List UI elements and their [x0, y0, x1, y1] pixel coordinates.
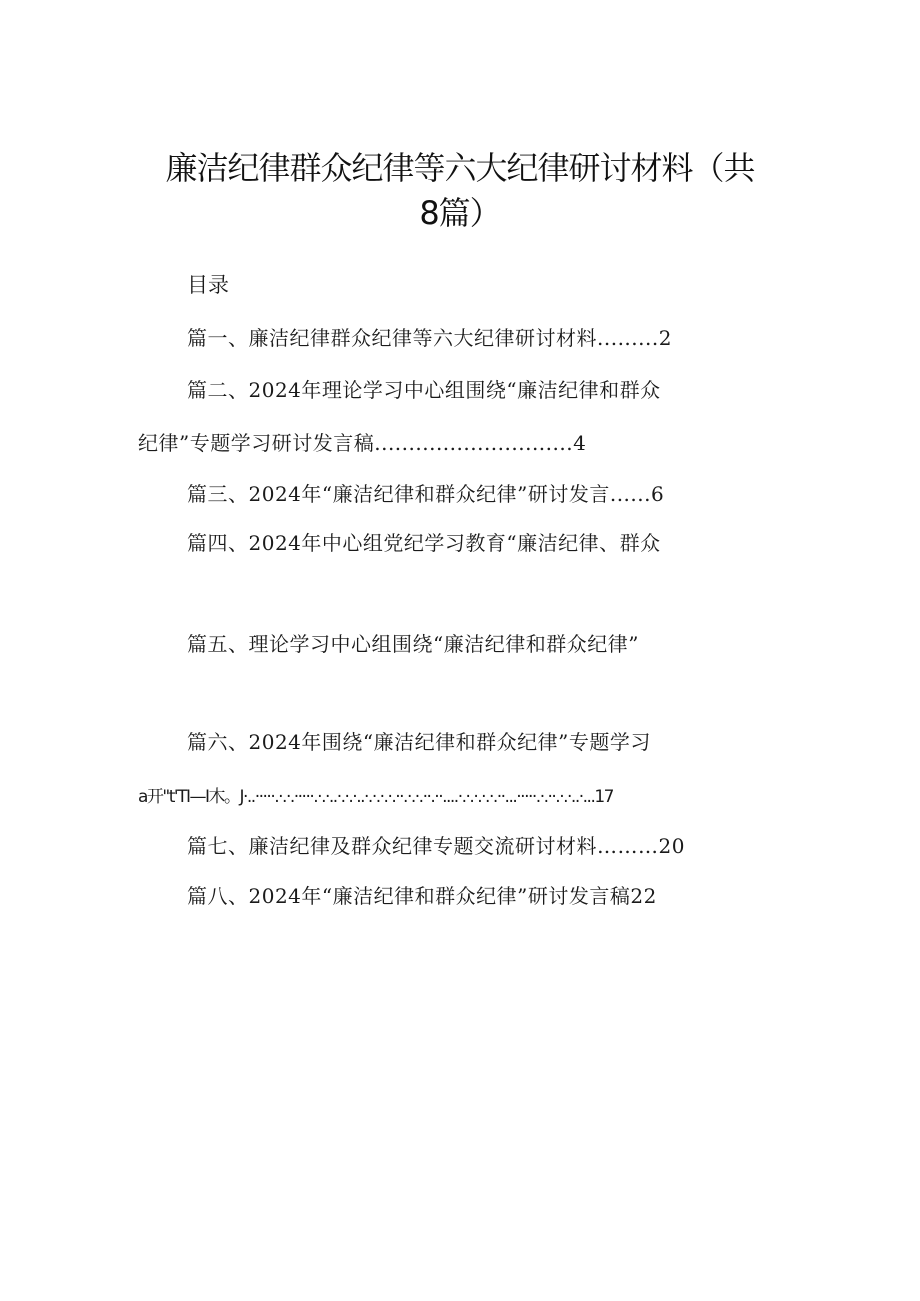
toc-entry-6[interactable]: 篇六、2024年围绕“廉洁纪律和群众纪律”专题学习	[187, 730, 651, 754]
toc-entry-4[interactable]: 篇四、2024年中心组党纪学习教育“廉洁纪律、群众	[187, 531, 661, 555]
toc-entry-8[interactable]: 篇八、2024年“廉洁纪律和群众纪律”研讨发言稿22	[187, 884, 657, 908]
toc-entry-6-continued[interactable]: a开"t'TI—I木。J·..·····.·.·.·····.·.·..·.·.·..·.·.·.·.··.·.·.··.··....·.·.·.·.·.··...·····.·.··.·.·..·...17	[138, 787, 613, 807]
document-title-line-1: 廉洁纪律群众纪律等六大纪律研讨材料（共	[165, 149, 755, 187]
document-title-line-2: 8篇）	[419, 194, 501, 232]
toc-entry-1[interactable]: 篇一、廉洁纪律群众纪律等六大纪律研讨材料.........2	[187, 326, 672, 350]
toc-entry-2[interactable]: 篇二、2024年理论学习中心组围绕“廉洁纪律和群众	[187, 378, 661, 402]
toc-entry-2-continued[interactable]: 纪律”专题学习研讨发言稿.............................4	[138, 431, 587, 455]
toc-entry-3[interactable]: 篇三、2024年“廉洁纪律和群众纪律”研讨发言......6	[187, 482, 665, 506]
toc-entry-7[interactable]: 篇七、廉洁纪律及群众纪律专题交流研讨材料………20	[187, 834, 685, 858]
toc-entry-5[interactable]: 篇五、理论学习中心组围绕“廉洁纪律和群众纪律”	[187, 632, 639, 656]
toc-heading: 目录	[187, 273, 229, 297]
